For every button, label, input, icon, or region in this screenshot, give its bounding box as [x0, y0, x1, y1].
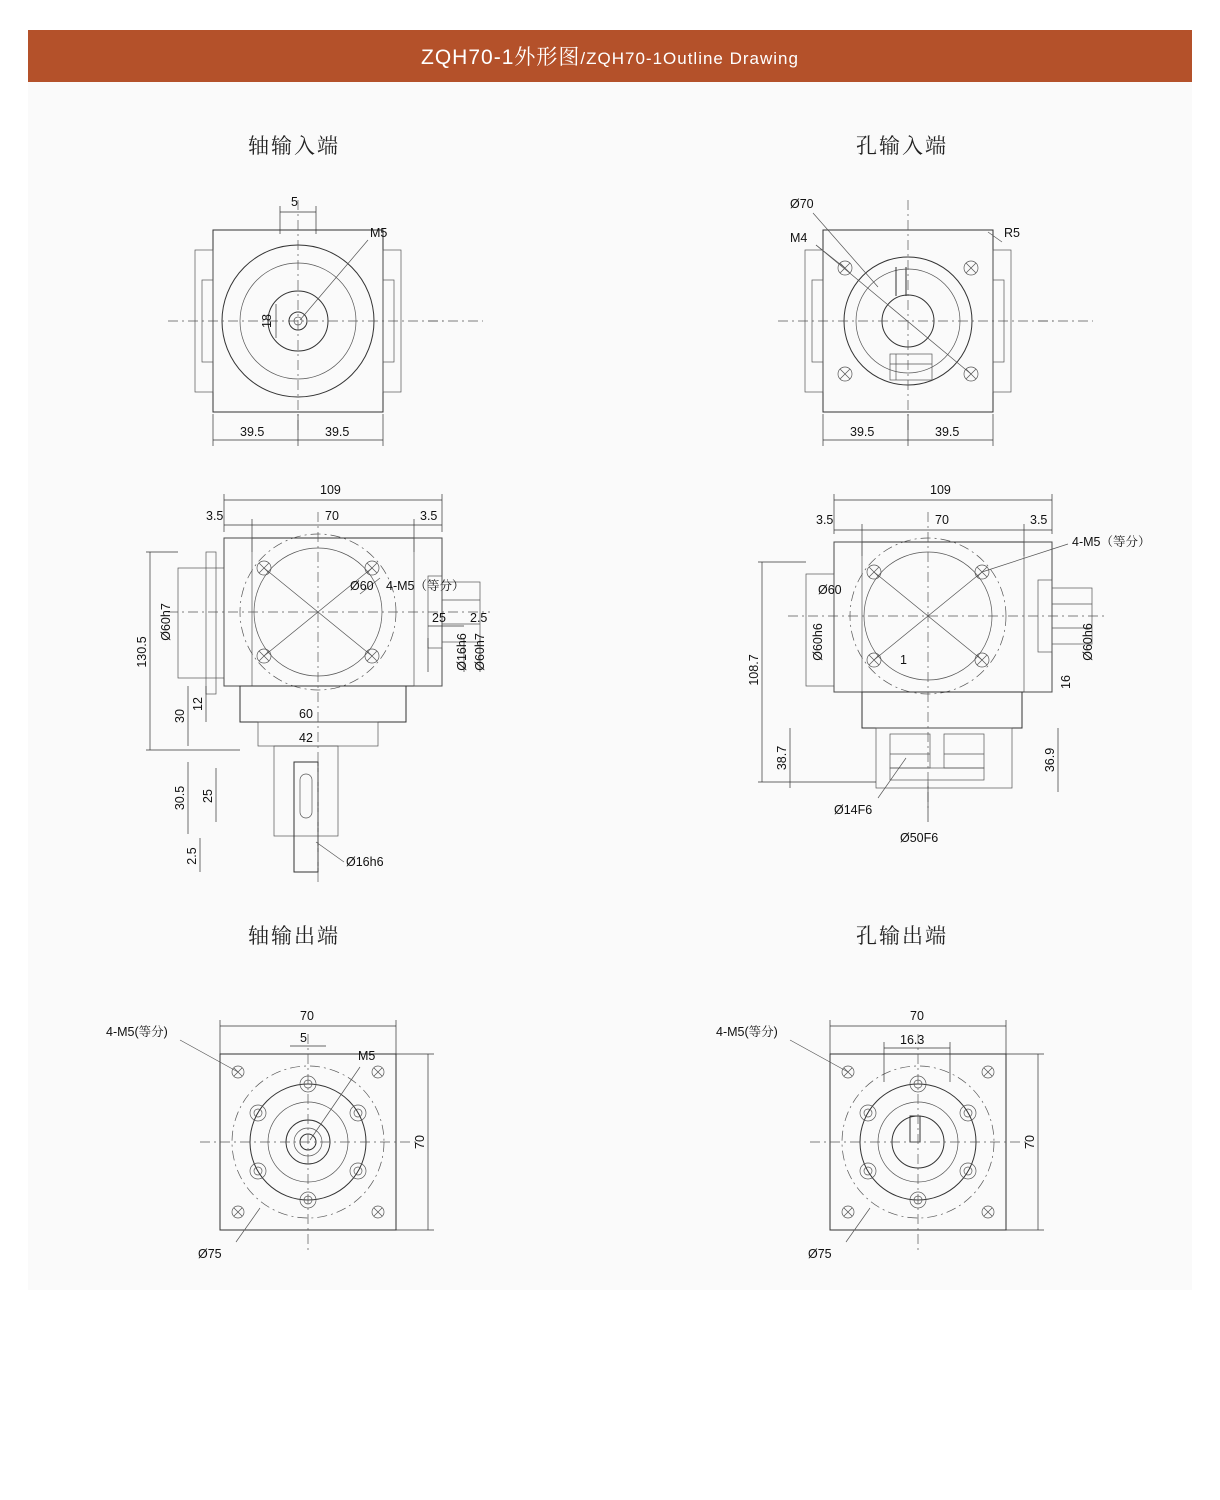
section-title-shaft-input: 轴输入端 — [248, 135, 340, 158]
dim-39-5-right: 39.5 — [935, 425, 960, 439]
dim-d60: Ø60 — [350, 579, 374, 593]
dim-70: 70 — [935, 513, 949, 527]
dim-d60: Ø60 — [818, 583, 842, 597]
dim-d16h6: Ø16h6 — [455, 633, 469, 671]
dim-d60h7-right: Ø60h7 — [473, 633, 487, 671]
dim-4-m5: 4-M5（等分） — [1072, 535, 1151, 549]
dim-109: 109 — [320, 483, 341, 497]
dim-4-m5-output: 4-M5(等分) — [106, 1025, 168, 1039]
dim-16-3: 16.3 — [900, 1033, 925, 1047]
dim-70-top: 70 — [300, 1009, 314, 1023]
dim-60: 60 — [299, 707, 313, 721]
dim-d70: Ø70 — [790, 197, 814, 211]
dim-30: 30 — [173, 709, 187, 723]
drawing-canvas — [28, 82, 1192, 1290]
dim-d75: Ø75 — [198, 1247, 222, 1261]
dim-d60h6-left: Ø60h6 — [811, 623, 825, 661]
dim-109: 109 — [930, 483, 951, 497]
dim-m5: M5 — [370, 226, 388, 240]
dim-d16h6-bottom: Ø16h6 — [346, 855, 384, 869]
dim-5-top: 5 — [291, 195, 298, 209]
section-title-shaft-output: 轴输出端 — [248, 925, 340, 948]
dim-2-5: 2.5 — [470, 611, 488, 625]
dim-25: 25 — [432, 611, 446, 625]
dim-d75: Ø75 — [808, 1247, 832, 1261]
bore-output-front-view — [28, 82, 1192, 1290]
page-title-sep: / — [580, 49, 587, 68]
dim-39-5-left: 39.5 — [240, 425, 265, 439]
dim-12: 12 — [191, 697, 205, 711]
dim-25-bottom: 25 — [201, 789, 215, 803]
dim-16: 16 — [1059, 675, 1073, 689]
dim-2-5-bottom: 2.5 — [185, 847, 199, 865]
dim-3-5-left: 3.5 — [816, 513, 834, 527]
dim-4-m5-output: 4-M5(等分) — [716, 1025, 778, 1039]
dim-3-5-right: 3.5 — [420, 509, 438, 523]
dim-70-top: 70 — [910, 1009, 924, 1023]
header-bar — [28, 30, 1192, 82]
dim-130-5: 130.5 — [135, 636, 149, 668]
dim-d14f6: Ø14F6 — [834, 803, 873, 817]
section-title-bore-output: 孔输出端 — [856, 925, 948, 948]
dim-18: 18 — [260, 314, 274, 328]
dim-d60h7: Ø60h7 — [159, 603, 173, 641]
dim-30-5: 30.5 — [173, 785, 187, 811]
page-title-cn: ZQH70-1外形图 — [421, 46, 581, 69]
dim-3-5-left: 3.5 — [206, 509, 224, 523]
dim-39-5-right: 39.5 — [325, 425, 350, 439]
section-title-bore-input: 孔输入端 — [856, 135, 948, 158]
page-title-en: ZQH70-1Outline Drawing — [586, 49, 799, 68]
dim-d60h6-right: Ø60h6 — [1081, 623, 1095, 661]
dim-1: 1 — [900, 653, 907, 667]
dim-70-right: 70 — [413, 1135, 427, 1149]
dim-70-right: 70 — [1023, 1135, 1037, 1149]
dim-42: 42 — [299, 731, 313, 745]
dim-3-5-right: 3.5 — [1030, 513, 1048, 527]
dim-108-7: 108.7 — [747, 654, 761, 686]
dim-m5-output: M5 — [358, 1049, 376, 1063]
dim-39-5-left: 39.5 — [850, 425, 875, 439]
dim-m4: M4 — [790, 231, 808, 245]
dim-r5: R5 — [1004, 226, 1020, 240]
dim-70: 70 — [325, 509, 339, 523]
dim-d50f6: Ø50F6 — [900, 831, 939, 845]
dim-4-m5: 4-M5（等分） — [386, 579, 465, 593]
dim-5: 5 — [300, 1031, 307, 1045]
dim-36-9: 36.9 — [1043, 747, 1057, 773]
dim-38-7: 38.7 — [775, 745, 789, 771]
page-title — [421, 41, 799, 71]
